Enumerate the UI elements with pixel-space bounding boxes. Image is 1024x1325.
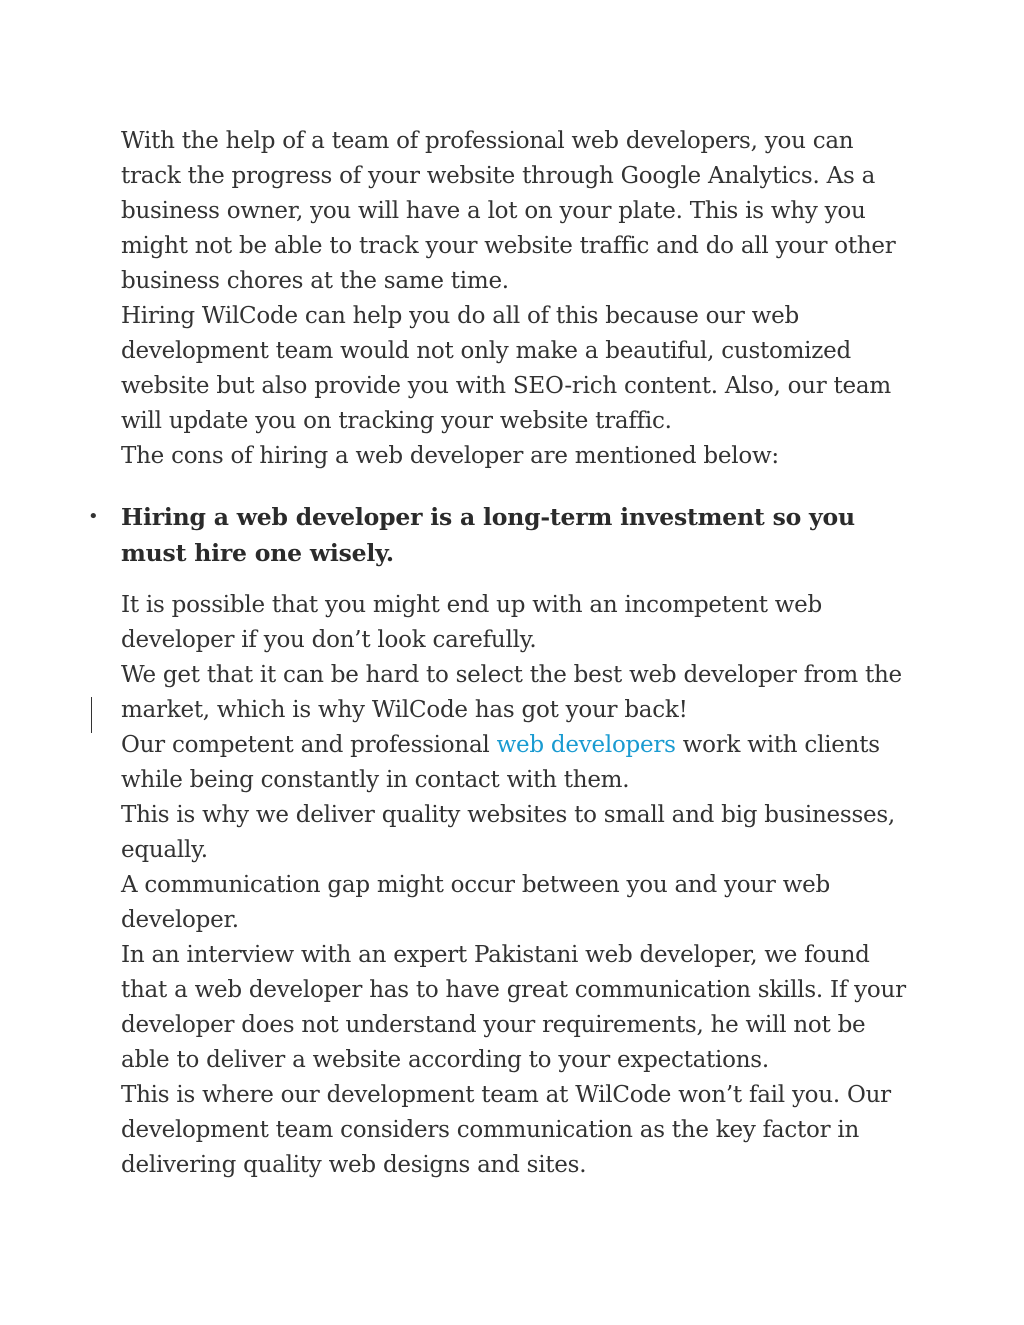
- paragraph-wilcode-team: This is where our development team at WilCode won’t fail you. Our development team considers communication as the key factor in delivering quality web designs and sites.: [121, 1082, 891, 1178]
- text-cursor: [91, 697, 92, 733]
- paragraph-communication-gap: A communication gap might occur between you and your web developer.: [121, 872, 830, 933]
- bullet-heading: Hiring a web developer is a long-term investment so you must hire one wisely.: [121, 503, 855, 567]
- web-developers-link[interactable]: web developers: [496, 732, 676, 758]
- bullet-item: [88, 499, 911, 571]
- paragraph-competent: [121, 728, 911, 798]
- paragraph-select-best: We get that it can be hard to select the best web developer from the market, which is why WilCode has got your back!: [121, 662, 902, 723]
- document-body: [88, 124, 911, 1183]
- paragraph-interview: In an interview with an expert Pakistani web developer, we found that a web developer has to have great communication skills. If your developer does not understand your requirements, he will not be able to deliver a website according to your expectations.: [121, 942, 906, 1073]
- paragraph-competent-start: Our competent and professional: [121, 732, 497, 758]
- paragraph-google-analytics: With the help of a team of professional web developers, you can track the progress of your website through Google Analytics. As a business owner, you will have a lot on your plate. This is why you might not be able to track your website traffic and do all your other business chores at the same time.: [121, 128, 896, 294]
- paragraph-cons-intro: The cons of hiring a web developer are mentioned below:: [121, 443, 779, 469]
- paragraph-incompetent: It is possible that you might end up with an incompetent web developer if you don’t look carefully.: [121, 592, 823, 653]
- paragraph-hiring-wilcode: Hiring WilCode can help you do all of this because our web development team would not only make a beautiful, customized website but also provide you with SEO-rich content. Also, our team will update you on tracking your website traffic.: [121, 303, 891, 434]
- paragraph-quality-websites: This is why we deliver quality websites to small and big businesses, equally.: [121, 802, 895, 863]
- paragraph-competent-end: work with clients while being constantly in contact with them.: [121, 732, 880, 793]
- bullet-icon: •: [88, 506, 99, 527]
